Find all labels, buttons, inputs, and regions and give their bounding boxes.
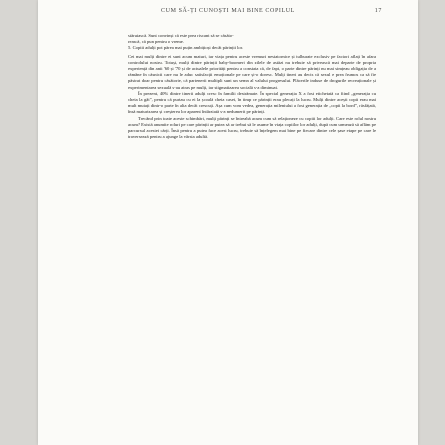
page-number: 17 (374, 8, 382, 14)
intro-line-1: stăruiască. Sunt convinși că este prea riscant să se căsăto- (128, 33, 234, 38)
list-item-5: 5. Copiii adulți pot părea mai puțin ambițioși decât părinții lor. (128, 45, 244, 51)
paragraph-2: În prezent, 40% dintre tinerii adulți cresc în familii destrămate. În special generația X a fost etichetată ca fiind „generația cu cheia la gât”, pentru că purtau cu ei la școală cheia casei, în timp ce părinții erau plecați la lucru. Mulți dintre acești copii erau mai mult mutați dintr-o parte în alta decât crescuți. Așa cum vom vedea, generația mileniului a fost generația de „copii la bord”, răsfățată, însă maturizarea și creșterea lor aparent întârziată s-a nedumerit pe părinți. (128, 90, 376, 115)
running-title: CUM SĂ-ȚI CUNOȘTI MAI BINE COPILUL (161, 8, 295, 14)
page-body (128, 33, 376, 140)
book-page (38, 0, 418, 445)
paragraph-1: Cei mai mulți dintre ei sunt acum maturi, iar viața pentru aceste vremuri nestatornice și tulburate exclusiv pe factori aflați în afara controlului nostru. Totuși, mulți dintre părinții baby-boomeri din zilele de astăzi nu trebuie să privească mai departe de propria experiență din anii '60 și '70 și de actualele priorități pentru a constata că, de fapt, o parte dintre părinți nu mai simțeau obligația de a rămâne în căsnicii care nu le aduc satisfacții emoționale pe care și-o doresc. Mulți tineri au decis că sexul e prea frumos ca să fie păstrat doar pentru căsătorie, că partenerii multipli sunt un semn al valului progresului. Plăcerile induse de drogurile recreaționale și experimentarea sexuală s-au atras pe mulți, iar stigmatizarea socială s-a diminuat. (128, 53, 376, 90)
paragraph-3: Trecând prin toate aceste schimbări, mulți părinți se întreabă acum cum să relaționeze cu copiii lor adulți. Care este rolul nostru acum? Există anumite roluri pe care părinții ar putea să ar trebui să le asume în viața copiilor lor adulți, după cum urmează să aflăm pe parcursul acestei cărți. Însă pentru a putea face acest lucru, trebuie să înțelegem mai bine pe fiecare dintre cele șase etape pe care le traversează pentru a ajunge la vârsta adultă. (128, 115, 376, 140)
intro-line-2: rească, că pun pentru o vreme. (128, 39, 184, 45)
running-header (38, 8, 418, 18)
